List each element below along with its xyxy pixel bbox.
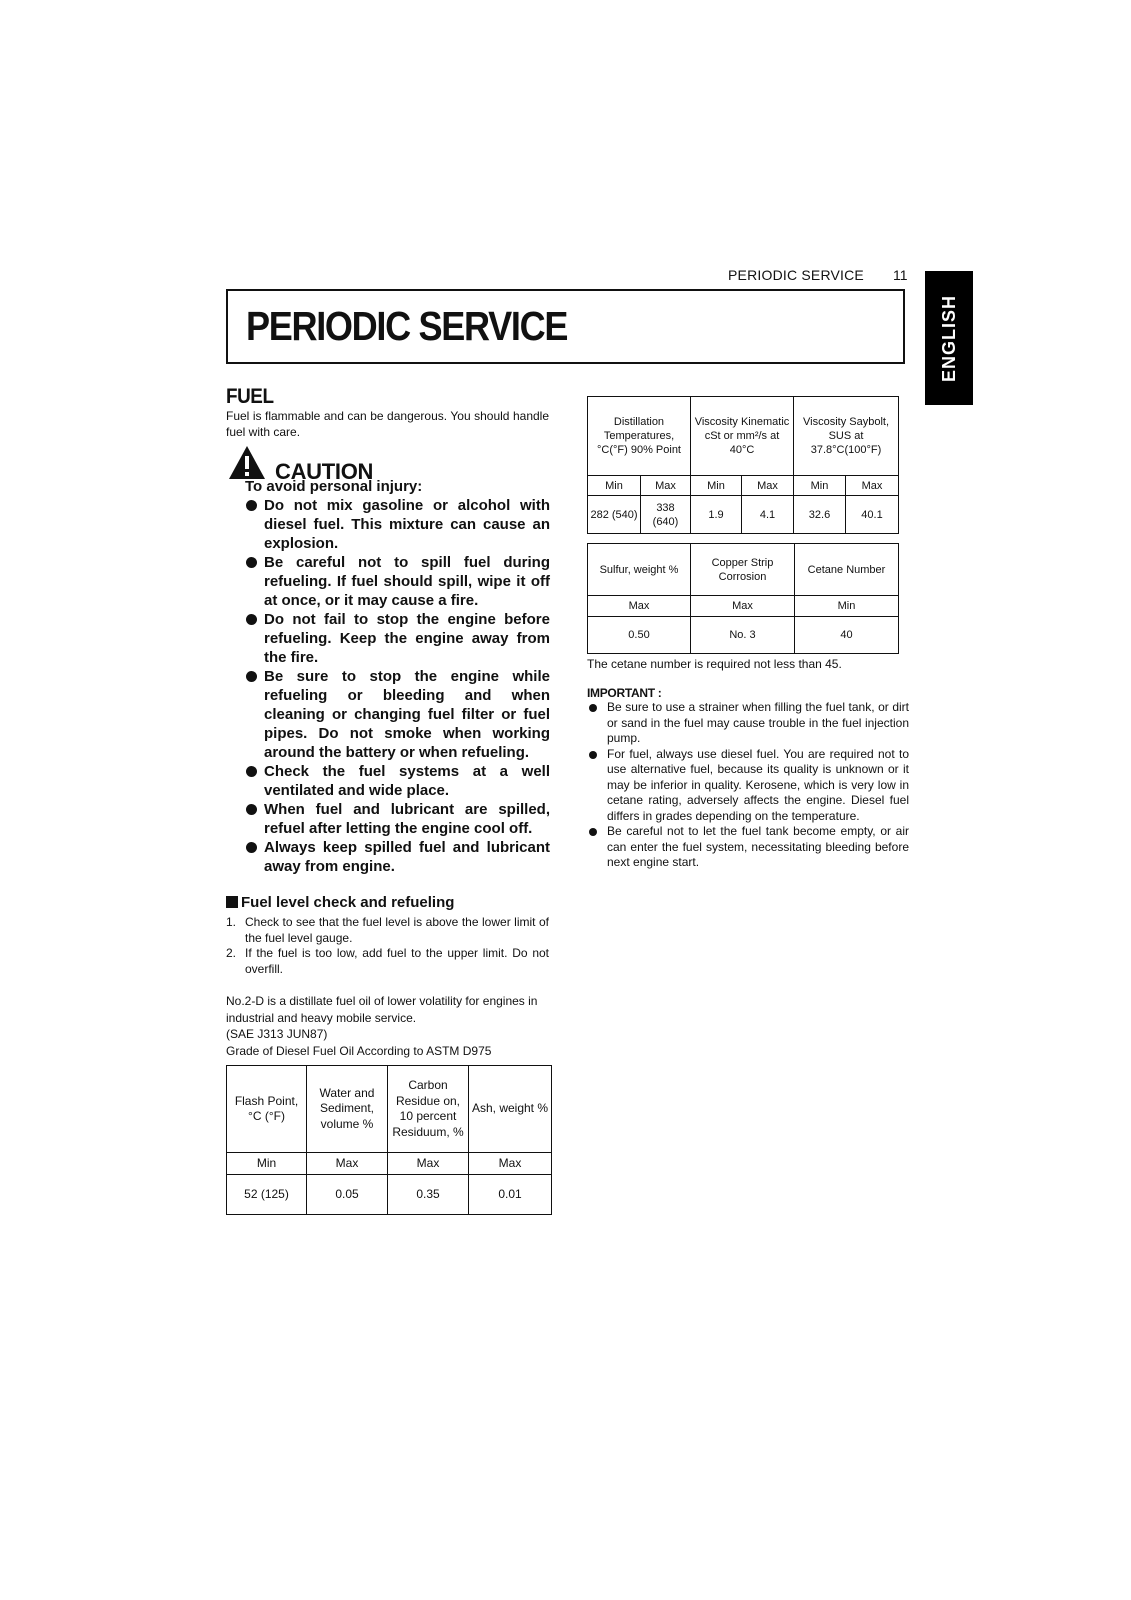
step-text: If the fuel is too low, add fuel to the upper limit. Do not overfill.	[245, 946, 549, 976]
table-limit-cell: Max	[388, 1153, 469, 1175]
step-text: Check to see that the fuel level is above the lower limit of the fuel level gauge.	[245, 915, 549, 945]
level-check-steps	[226, 915, 549, 977]
important-list	[587, 700, 909, 871]
table-limit-cell: Min	[795, 596, 899, 617]
important-label: IMPORTANT :	[587, 686, 662, 700]
table-value-cell: 52 (125)	[227, 1175, 307, 1215]
table-limit-cell: Max	[588, 596, 691, 617]
table-value-cell: 282 (540)	[588, 496, 641, 534]
table-value-cell: 32.6	[794, 496, 846, 534]
step-number: 2.	[226, 946, 237, 960]
caution-item: When fuel and lubricant are spilled, refuel after letting the engine cool off.	[246, 800, 550, 838]
table-header-cell: Cetane Number	[795, 544, 899, 596]
level-check-heading	[226, 894, 454, 911]
caution-list	[246, 496, 550, 876]
caution-item: Do not fail to stop the engine before refueling. Keep the engine away from the fire.	[246, 610, 550, 667]
caution-item: Be sure to stop the engine while refueling or bleeding and when cleaning or changing fuel filter or fuel pipes. Do not smoke when working around the battery or when refueling.	[246, 667, 550, 762]
table-header-cell: Distillation Temperatures, °C(°F) 90% Point	[588, 397, 691, 476]
fuel-grade-table-3	[587, 543, 899, 654]
caution-item: Do not mix gasoline or alcohol with diesel fuel. This mixture can cause an explosion.	[246, 496, 550, 553]
table-header-cell: Copper Strip Corrosion	[691, 544, 795, 596]
page-title: PERIODIC SERVICE	[246, 303, 568, 349]
table-header-cell: Sulfur, weight %	[588, 544, 691, 596]
cetane-note: The cetane number is required not less than 45.	[587, 657, 842, 671]
caution-item: Check the fuel systems at a well ventilated and wide place.	[246, 762, 550, 800]
table-value-cell: 338 (640)	[641, 496, 691, 534]
fuel-grade-table-2	[587, 396, 899, 534]
table-limit-cell: Max	[691, 596, 795, 617]
important-item: For fuel, always use diesel fuel. You are required not to use alternative fuel, because its quality is unknown or it may be inferior in quality. Kerosene, which is very low in cetane rating, adversely affects the engine. Diesel fuel differs in grades depending on the temperature.	[587, 747, 909, 825]
fuel-grade-table-1	[226, 1065, 552, 1215]
important-item: Be sure to use a strainer when filling the fuel tank, or dirt or sand in the fuel may cause trouble in the fuel injection pump.	[587, 700, 909, 747]
table-value-cell: 40	[795, 617, 899, 654]
spec-line: No.2-D is a distillate fuel oil of lower volatility for engines in industrial and heavy mobile service.	[226, 994, 538, 1025]
spec-line: (SAE J313 JUN87)	[226, 1027, 328, 1041]
fuel-intro: Fuel is flammable and can be dangerous. You should handle fuel with care.	[226, 409, 549, 439]
table-value-cell: 0.35	[388, 1175, 469, 1215]
step-item	[226, 915, 549, 946]
spec-line: Grade of Diesel Fuel Oil According to ASTM D975	[226, 1043, 492, 1058]
square-bullet-icon	[226, 896, 238, 908]
page-number: 11	[893, 267, 908, 283]
important-item: Be careful not to let the fuel tank become empty, or air can enter the fuel system, necessitating bleeding before next engine start.	[587, 824, 909, 871]
table-value-cell: 1.9	[691, 496, 742, 534]
table-value-cell: 0.01	[469, 1175, 552, 1215]
level-check-heading-text: Fuel level check and refueling	[241, 894, 455, 911]
table-limit-cell: Max	[469, 1153, 552, 1175]
table-header-cell: Flash Point, °C (°F)	[227, 1066, 307, 1153]
language-tab-label: ENGLISH	[938, 294, 959, 382]
table-value-cell: 0.50	[588, 617, 691, 654]
caution-item: Be careful not to spill fuel during refueling. If fuel should spill, wipe it off at once, or it may cause a fire.	[246, 553, 550, 610]
table-limit-cell: Min	[588, 476, 641, 496]
running-header-section: PERIODIC SERVICE	[728, 267, 864, 283]
table-header-cell: Ash, weight %	[469, 1066, 552, 1153]
table-header-cell: Carbon Residue on, 10 percent Residuum, %	[388, 1066, 469, 1153]
table-limit-cell: Max	[641, 476, 691, 496]
table-value-cell: 4.1	[742, 496, 794, 534]
table-value-cell: No. 3	[691, 617, 795, 654]
table-header-cell: Viscosity Kinematic cSt or mm²/s at 40°C	[691, 397, 794, 476]
table-value-cell: 40.1	[846, 496, 899, 534]
table-limit-cell: Max	[742, 476, 794, 496]
step-number: 1.	[226, 915, 237, 929]
table-limit-cell: Min	[691, 476, 742, 496]
table-limit-cell: Min	[794, 476, 846, 496]
page-title-box	[226, 289, 905, 364]
table-value-cell: 0.05	[307, 1175, 388, 1215]
caution-label: CAUTION	[275, 459, 374, 484]
table-limit-cell: Min	[227, 1153, 307, 1175]
warning-triangle-icon	[228, 445, 266, 480]
caution-item: Always keep spilled fuel and lubricant away from engine.	[246, 838, 550, 876]
table-limit-cell: Max	[307, 1153, 388, 1175]
step-item	[226, 946, 549, 977]
fuel-spec-text	[226, 993, 549, 1059]
table-header-cell: Water and Sediment, volume %	[307, 1066, 388, 1153]
fuel-heading: FUEL	[226, 385, 274, 408]
table-header-cell: Viscosity Saybolt, SUS at 37.8°C(100°F)	[794, 397, 899, 476]
caution-subheading: To avoid personal injury:	[245, 478, 423, 495]
table-limit-cell: Max	[846, 476, 899, 496]
language-tab	[925, 271, 973, 405]
